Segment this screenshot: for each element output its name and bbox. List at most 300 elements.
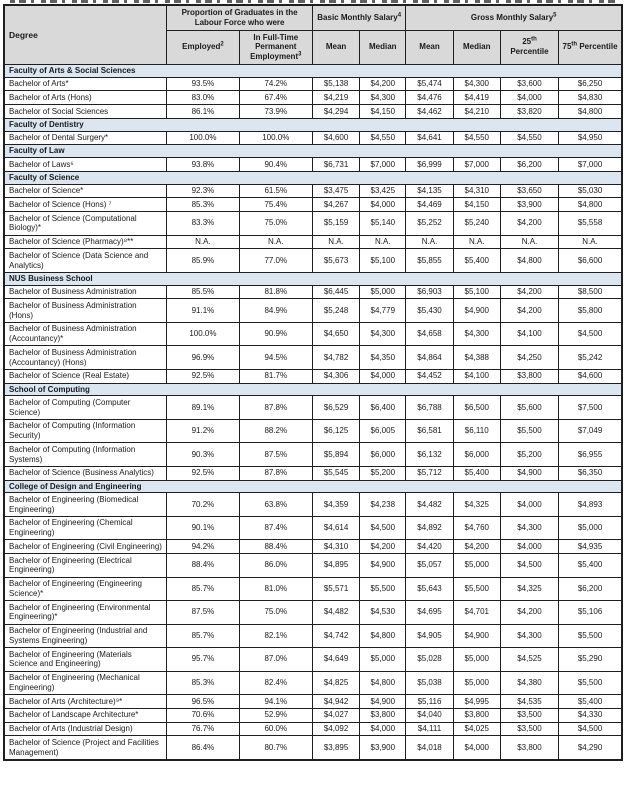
value-cell: $4,500 xyxy=(559,322,622,346)
table-header xyxy=(4,5,622,64)
value-cell: $4,760 xyxy=(453,516,500,540)
value-cell: $4,300 xyxy=(453,322,500,346)
table-row xyxy=(4,466,622,480)
value-cell: $4,864 xyxy=(406,346,453,370)
value-cell: $4,469 xyxy=(406,198,453,212)
value-cell: $4,462 xyxy=(406,105,453,119)
section-row xyxy=(4,383,622,396)
value-cell: $8,500 xyxy=(559,285,622,299)
value-cell: 96.5% xyxy=(167,695,239,709)
value-cell: N.A. xyxy=(167,235,239,249)
value-cell: $5,100 xyxy=(453,285,500,299)
degree-cell: Bachelor of Computing (Information Systems) xyxy=(4,443,167,467)
value-cell: 70.6% xyxy=(167,708,239,722)
value-cell: $5,400 xyxy=(559,695,622,709)
table-row xyxy=(4,131,622,145)
degree-cell: Bachelor of Laws⁶ xyxy=(4,158,167,172)
value-cell: $5,038 xyxy=(406,671,453,695)
value-cell: $4,200 xyxy=(500,601,558,625)
value-cell: 85.5% xyxy=(167,285,239,299)
value-cell: 87.0% xyxy=(239,648,312,672)
value-cell: $4,500 xyxy=(500,554,558,578)
value-cell: $6,731 xyxy=(312,158,359,172)
column-header-employed xyxy=(167,30,239,64)
value-cell: $6,529 xyxy=(312,396,359,420)
value-cell: 80.7% xyxy=(239,736,312,760)
table-row xyxy=(4,493,622,517)
value-cell: $4,800 xyxy=(559,105,622,119)
value-cell: $5,430 xyxy=(406,299,453,323)
value-cell: $5,200 xyxy=(360,466,406,480)
section-row xyxy=(4,171,622,184)
table-row xyxy=(4,648,622,672)
value-cell: $6,600 xyxy=(559,249,622,273)
value-cell: 90.3% xyxy=(167,443,239,467)
table-row xyxy=(4,299,622,323)
table-row xyxy=(4,77,622,91)
value-cell: $5,100 xyxy=(360,249,406,273)
value-cell: $4,200 xyxy=(453,540,500,554)
value-cell: 82.4% xyxy=(239,671,312,695)
p25-ordinal: th xyxy=(531,36,537,43)
table-row xyxy=(4,516,622,540)
section-title: NUS Business School xyxy=(4,272,622,285)
value-cell: $4,900 xyxy=(500,466,558,480)
gross-salary-footnote: 5 xyxy=(553,12,557,19)
value-cell: 88.4% xyxy=(239,540,312,554)
degree-cell: Bachelor of Business Administration (Accountancy)* xyxy=(4,322,167,346)
value-cell: $3,900 xyxy=(500,198,558,212)
value-cell: $5,030 xyxy=(559,184,622,198)
column-header-75th-percentile xyxy=(559,30,622,64)
value-cell: N.A. xyxy=(312,235,359,249)
section-title: Faculty of Arts & Social Sciences xyxy=(4,64,622,77)
value-cell: 52.9% xyxy=(239,708,312,722)
table-row xyxy=(4,249,622,273)
value-cell: $4,782 xyxy=(312,346,359,370)
value-cell: 91.2% xyxy=(167,419,239,443)
table-body xyxy=(4,64,622,760)
basic-salary-footnote: 4 xyxy=(397,12,402,19)
table-row xyxy=(4,235,622,249)
value-cell: $4,600 xyxy=(559,369,622,383)
value-cell: $4,027 xyxy=(312,708,359,722)
section-row xyxy=(4,118,622,131)
degree-cell: Bachelor of Science (Hons) ⁷ xyxy=(4,198,167,212)
value-cell: $5,558 xyxy=(559,212,622,236)
value-cell: $4,219 xyxy=(312,91,359,105)
value-cell: $6,999 xyxy=(406,158,453,172)
value-cell: $5,500 xyxy=(559,624,622,648)
p75-label: Percentile xyxy=(579,42,618,52)
value-cell: 95.7% xyxy=(167,648,239,672)
table-row xyxy=(4,212,622,236)
value-cell: $6,132 xyxy=(406,443,453,467)
section-row xyxy=(4,64,622,77)
value-cell: $4,650 xyxy=(312,322,359,346)
table-row xyxy=(4,736,622,760)
p75-number: 75 xyxy=(562,42,572,52)
clipped-title-fragment xyxy=(10,0,616,3)
value-cell: $6,200 xyxy=(559,577,622,601)
value-cell: $5,242 xyxy=(559,346,622,370)
value-cell: $4,000 xyxy=(360,369,406,383)
value-cell: $5,116 xyxy=(406,695,453,709)
table-row xyxy=(4,577,622,601)
value-cell: $4,150 xyxy=(453,198,500,212)
table-row xyxy=(4,722,622,736)
value-cell: $6,955 xyxy=(559,443,622,467)
value-cell: $5,140 xyxy=(360,212,406,236)
table-row xyxy=(4,443,622,467)
degree-cell: Bachelor of Engineering (Environmental Engineering)* xyxy=(4,601,167,625)
value-cell: $6,000 xyxy=(360,443,406,467)
degree-cell: Bachelor of Engineering (Materials Science and Engineering) xyxy=(4,648,167,672)
value-cell: $4,695 xyxy=(406,601,453,625)
value-cell: 83.0% xyxy=(167,91,239,105)
value-cell: $4,800 xyxy=(360,624,406,648)
value-cell: $4,135 xyxy=(406,184,453,198)
value-cell: $5,643 xyxy=(406,577,453,601)
value-cell: 85.7% xyxy=(167,577,239,601)
value-cell: $5,712 xyxy=(406,466,453,480)
value-cell: $4,200 xyxy=(500,285,558,299)
value-cell: $4,310 xyxy=(453,184,500,198)
value-cell: $4,250 xyxy=(500,346,558,370)
value-cell: $5,571 xyxy=(312,577,359,601)
column-header-25th-percentile xyxy=(500,30,558,64)
basic-salary-label: Basic Monthly Salary xyxy=(317,12,398,22)
value-cell: $5,500 xyxy=(559,671,622,695)
value-cell: $3,820 xyxy=(500,105,558,119)
value-cell: $4,895 xyxy=(312,554,359,578)
value-cell: 93.5% xyxy=(167,77,239,91)
value-cell: $4,420 xyxy=(406,540,453,554)
value-cell: 84.9% xyxy=(239,299,312,323)
degree-cell: Bachelor of Science (Data Science and Analytics) xyxy=(4,249,167,273)
value-cell: 85.3% xyxy=(167,198,239,212)
value-cell: $4,111 xyxy=(406,722,453,736)
value-cell: 90.1% xyxy=(167,516,239,540)
value-cell: $5,057 xyxy=(406,554,453,578)
value-cell: 87.4% xyxy=(239,516,312,540)
degree-cell: Bachelor of Dental Surgery* xyxy=(4,131,167,145)
value-cell: $5,240 xyxy=(453,212,500,236)
value-cell: 82.1% xyxy=(239,624,312,648)
value-cell: $4,535 xyxy=(500,695,558,709)
value-cell: 75.0% xyxy=(239,212,312,236)
value-cell: $4,900 xyxy=(453,624,500,648)
value-cell: 91.1% xyxy=(167,299,239,323)
value-cell: $4,200 xyxy=(500,299,558,323)
degree-cell: Bachelor of Engineering (Electrical Engineering) xyxy=(4,554,167,578)
table-row xyxy=(4,369,622,383)
table-row xyxy=(4,322,622,346)
degree-cell: Bachelor of Business Administration (Hons) xyxy=(4,299,167,323)
value-cell: $5,106 xyxy=(559,601,622,625)
value-cell: $7,000 xyxy=(360,158,406,172)
value-cell: 61.5% xyxy=(239,184,312,198)
value-cell: $4,325 xyxy=(500,577,558,601)
value-cell: $4,950 xyxy=(559,131,622,145)
fulltime-footnote: 3 xyxy=(298,51,302,58)
value-cell: $4,000 xyxy=(453,736,500,760)
employed-footnote: 2 xyxy=(220,41,224,48)
labour-group-label: Proportion of Graduates in the Labour Force who were xyxy=(181,8,298,27)
value-cell: $5,500 xyxy=(453,577,500,601)
value-cell: $5,000 xyxy=(360,285,406,299)
value-cell: $4,550 xyxy=(453,131,500,145)
value-cell: $4,359 xyxy=(312,493,359,517)
value-cell: $6,400 xyxy=(360,396,406,420)
value-cell: $3,800 xyxy=(500,736,558,760)
value-cell: $5,673 xyxy=(312,249,359,273)
table-row xyxy=(4,285,622,299)
value-cell: $5,800 xyxy=(559,299,622,323)
degree-cell: Bachelor of Science (Real Estate) xyxy=(4,369,167,383)
value-cell: $4,388 xyxy=(453,346,500,370)
degree-cell: Bachelor of Engineering (Civil Engineering) xyxy=(4,540,167,554)
value-cell: 88.4% xyxy=(167,554,239,578)
value-cell: $4,452 xyxy=(406,369,453,383)
value-cell: $4,000 xyxy=(500,540,558,554)
value-cell: 81.8% xyxy=(239,285,312,299)
value-cell: $4,800 xyxy=(559,198,622,212)
value-cell: 86.1% xyxy=(167,105,239,119)
value-cell: $6,000 xyxy=(453,443,500,467)
value-cell: $7,049 xyxy=(559,419,622,443)
value-cell: 76.7% xyxy=(167,722,239,736)
table-row xyxy=(4,158,622,172)
table-row xyxy=(4,396,622,420)
value-cell: $3,475 xyxy=(312,184,359,198)
value-cell: $4,310 xyxy=(312,540,359,554)
section-row xyxy=(4,480,622,493)
degree-cell: Bachelor of Engineering (Biomedical Engineering) xyxy=(4,493,167,517)
value-cell: $4,500 xyxy=(559,722,622,736)
section-title: Faculty of Law xyxy=(4,145,622,158)
value-cell: $4,025 xyxy=(453,722,500,736)
table-row xyxy=(4,695,622,709)
value-cell: $5,400 xyxy=(453,466,500,480)
value-cell: $4,000 xyxy=(500,493,558,517)
value-cell: $6,500 xyxy=(453,396,500,420)
value-cell: $4,267 xyxy=(312,198,359,212)
degree-cell: Bachelor of Landscape Architecture* xyxy=(4,708,167,722)
fulltime-label: In Full-Time Permanent Employment xyxy=(250,32,299,61)
value-cell: 94.5% xyxy=(239,346,312,370)
degree-cell: Bachelor of Arts* xyxy=(4,77,167,91)
table-row xyxy=(4,419,622,443)
value-cell: $3,650 xyxy=(500,184,558,198)
value-cell: 81.7% xyxy=(239,369,312,383)
value-cell: $3,900 xyxy=(360,736,406,760)
value-cell: $4,290 xyxy=(559,736,622,760)
degree-cell: Bachelor of Arts (Architecture)⁹* xyxy=(4,695,167,709)
degree-cell: Bachelor of Science (Business Analytics) xyxy=(4,466,167,480)
value-cell: $4,238 xyxy=(360,493,406,517)
value-cell: 83.3% xyxy=(167,212,239,236)
value-cell: $4,000 xyxy=(360,722,406,736)
degree-cell: Bachelor of Engineering (Chemical Engineering) xyxy=(4,516,167,540)
table-row xyxy=(4,346,622,370)
p75-ordinal: th xyxy=(571,41,578,48)
value-cell: $4,742 xyxy=(312,624,359,648)
value-cell: $4,942 xyxy=(312,695,359,709)
degree-cell: Bachelor of Computing (Computer Science) xyxy=(4,396,167,420)
value-cell: 100.0% xyxy=(167,131,239,145)
column-header-basic-median: Median xyxy=(360,30,406,64)
table-row xyxy=(4,708,622,722)
value-cell: $3,500 xyxy=(500,708,558,722)
value-cell: $4,300 xyxy=(360,322,406,346)
degree-header-label: Degree xyxy=(9,29,38,40)
value-cell: $4,525 xyxy=(500,648,558,672)
value-cell: $4,779 xyxy=(360,299,406,323)
value-cell: $4,825 xyxy=(312,671,359,695)
column-header-fulltime xyxy=(239,30,312,64)
value-cell: 81.0% xyxy=(239,577,312,601)
value-cell: $6,250 xyxy=(559,77,622,91)
value-cell: $4,380 xyxy=(500,671,558,695)
value-cell: $4,200 xyxy=(360,540,406,554)
degree-cell: Bachelor of Arts (Hons) xyxy=(4,91,167,105)
value-cell: $4,100 xyxy=(453,369,500,383)
value-cell: $4,701 xyxy=(453,601,500,625)
value-cell: $4,300 xyxy=(453,77,500,91)
value-cell: $4,614 xyxy=(312,516,359,540)
value-cell: $5,474 xyxy=(406,77,453,91)
value-cell: $4,600 xyxy=(312,131,359,145)
value-cell: $4,550 xyxy=(360,131,406,145)
value-cell: $4,482 xyxy=(406,493,453,517)
group-header-labour-force xyxy=(167,5,313,30)
value-cell: 86.4% xyxy=(167,736,239,760)
value-cell: 73.9% xyxy=(239,105,312,119)
value-cell: $5,855 xyxy=(406,249,453,273)
value-cell: 92.5% xyxy=(167,466,239,480)
column-header-gross-median: Median xyxy=(453,30,500,64)
table-row xyxy=(4,554,622,578)
value-cell: $6,581 xyxy=(406,419,453,443)
value-cell: $7,000 xyxy=(453,158,500,172)
value-cell: $3,895 xyxy=(312,736,359,760)
table-row xyxy=(4,105,622,119)
value-cell: $4,306 xyxy=(312,369,359,383)
degree-cell: Bachelor of Engineering (Engineering Science)* xyxy=(4,577,167,601)
value-cell: $4,294 xyxy=(312,105,359,119)
degree-cell: Bachelor of Science* xyxy=(4,184,167,198)
value-cell: 92.5% xyxy=(167,369,239,383)
group-header-basic-salary xyxy=(312,5,405,30)
value-cell: $4,000 xyxy=(360,198,406,212)
p25-label: Percentile xyxy=(510,47,549,57)
value-cell: $4,900 xyxy=(360,554,406,578)
p25-number: 25 xyxy=(522,37,532,47)
value-cell: 86.0% xyxy=(239,554,312,578)
value-cell: 75.0% xyxy=(239,601,312,625)
value-cell: $5,200 xyxy=(500,443,558,467)
table-row xyxy=(4,91,622,105)
degree-cell: Bachelor of Science (Project and Facilities Management) xyxy=(4,736,167,760)
table-row xyxy=(4,671,622,695)
column-header-degree xyxy=(4,5,167,64)
degree-cell: Bachelor of Science (Computational Biology)* xyxy=(4,212,167,236)
section-row xyxy=(4,272,622,285)
value-cell: $4,325 xyxy=(453,493,500,517)
value-cell: $4,300 xyxy=(360,91,406,105)
value-cell: 100.0% xyxy=(167,322,239,346)
section-title: College of Design and Engineering xyxy=(4,480,622,493)
value-cell: $4,000 xyxy=(500,91,558,105)
value-cell: $5,248 xyxy=(312,299,359,323)
value-cell: $5,600 xyxy=(500,396,558,420)
value-cell: $3,425 xyxy=(360,184,406,198)
degree-cell: Bachelor of Engineering (Mechanical Engineering) xyxy=(4,671,167,695)
table-row xyxy=(4,184,622,198)
value-cell: $6,350 xyxy=(559,466,622,480)
value-cell: $4,476 xyxy=(406,91,453,105)
value-cell: 88.2% xyxy=(239,419,312,443)
value-cell: $4,830 xyxy=(559,91,622,105)
table-row xyxy=(4,540,622,554)
value-cell: $4,200 xyxy=(500,212,558,236)
value-cell: $5,252 xyxy=(406,212,453,236)
value-cell: 94.2% xyxy=(167,540,239,554)
value-cell: $5,400 xyxy=(453,249,500,273)
degree-cell: Bachelor of Science (Pharmacy)⁸** xyxy=(4,235,167,249)
value-cell: $6,110 xyxy=(453,419,500,443)
column-header-basic-mean: Mean xyxy=(312,30,359,64)
value-cell: N.A. xyxy=(360,235,406,249)
value-cell: $4,649 xyxy=(312,648,359,672)
value-cell: $4,530 xyxy=(360,601,406,625)
degree-cell: Bachelor of Business Administration (Accountancy) (Hons) xyxy=(4,346,167,370)
value-cell: 87.8% xyxy=(239,396,312,420)
employed-label: Employed xyxy=(182,42,221,52)
value-cell: $5,028 xyxy=(406,648,453,672)
value-cell: $4,500 xyxy=(360,516,406,540)
value-cell: $4,100 xyxy=(500,322,558,346)
section-title: Faculty of Dentistry xyxy=(4,118,622,131)
value-cell: $6,445 xyxy=(312,285,359,299)
value-cell: 77.0% xyxy=(239,249,312,273)
table-row xyxy=(4,601,622,625)
value-cell: $4,658 xyxy=(406,322,453,346)
degree-cell: Bachelor of Computing (Information Security) xyxy=(4,419,167,443)
group-header-gross-salary xyxy=(406,5,622,30)
value-cell: $3,800 xyxy=(360,708,406,722)
value-cell: $3,800 xyxy=(453,708,500,722)
degree-cell: Bachelor of Arts (Industrial Design) xyxy=(4,722,167,736)
value-cell: $4,905 xyxy=(406,624,453,648)
table-row xyxy=(4,198,622,212)
value-cell: 85.3% xyxy=(167,671,239,695)
value-cell: 70.2% xyxy=(167,493,239,517)
table-row xyxy=(4,624,622,648)
value-cell: $3,500 xyxy=(500,722,558,736)
value-cell: $5,400 xyxy=(559,554,622,578)
value-cell: $5,000 xyxy=(559,516,622,540)
value-cell: $4,200 xyxy=(360,77,406,91)
value-cell: N.A. xyxy=(406,235,453,249)
column-header-gross-mean: Mean xyxy=(406,30,453,64)
value-cell: $5,000 xyxy=(360,648,406,672)
value-cell: N.A. xyxy=(500,235,558,249)
value-cell: $6,005 xyxy=(360,419,406,443)
value-cell: 92.3% xyxy=(167,184,239,198)
value-cell: 85.7% xyxy=(167,624,239,648)
